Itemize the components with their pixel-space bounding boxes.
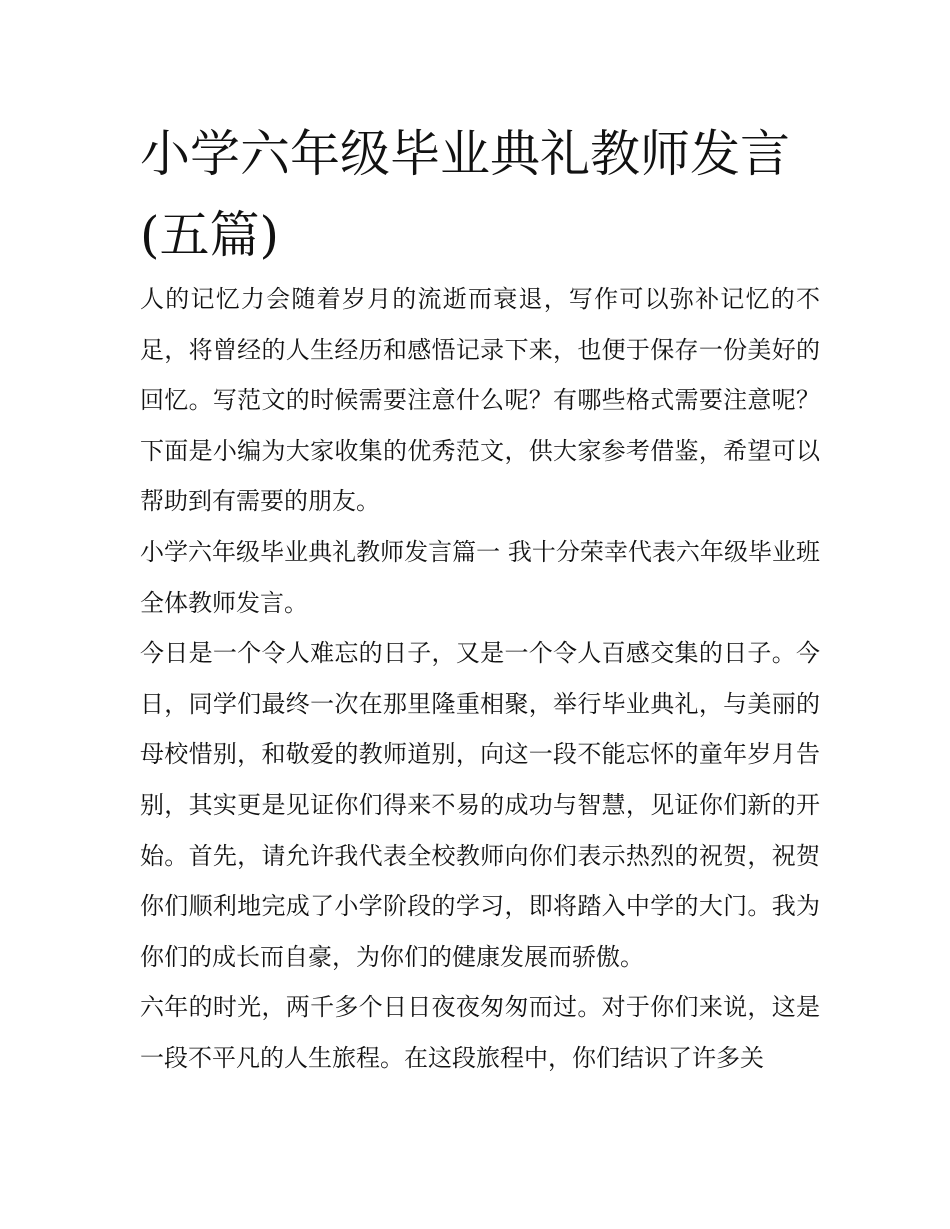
paragraph-heading-one: 小学六年级毕业典礼教师发言篇一 我十分荣幸代表六年级毕业班全体教师发言。	[140, 537, 820, 617]
document-title: 小学六年级毕业典礼教师发言(五篇)	[140, 125, 790, 264]
document-body	[140, 274, 820, 1084]
paragraph-today: 今日是一个令人难忘的日子，又是一个令人百感交集的日子。今日，同学们最终一次在那里隆重相聚，举行毕业典礼，与美丽的母校惜别，和敬爱的教师道别，向这一段不能忘怀的童年岁月告别，其实更是见证你们得来不易的成功与智慧，见证你们新的开始。首先，请允许我代表全校教师向你们表示热烈的祝贺，祝贺你们顺利地完成了小学阶段的学习，即将踏入中学的大门。我为你们的成长而自豪，为你们的健康发展而骄傲。	[140, 639, 820, 971]
paragraph-six-years: 六年的时光，两千多个日日夜夜匆匆而过。对于你们来说，这是一段不平凡的人生旅程。在这段旅程中，你们结识了许多关	[140, 993, 820, 1072]
paragraph-intro: 人的记忆力会随着岁月的流逝而衰退，写作可以弥补记忆的不足，将曾经的人生经历和感悟记录下来，也便于保存一份美好的回忆。写范文的时候需要注意什么呢？有哪些格式需要注意呢？下面是小编为大家收集的优秀范文，供大家参考借鉴，希望可以帮助到有需要的朋友。	[140, 285, 820, 516]
